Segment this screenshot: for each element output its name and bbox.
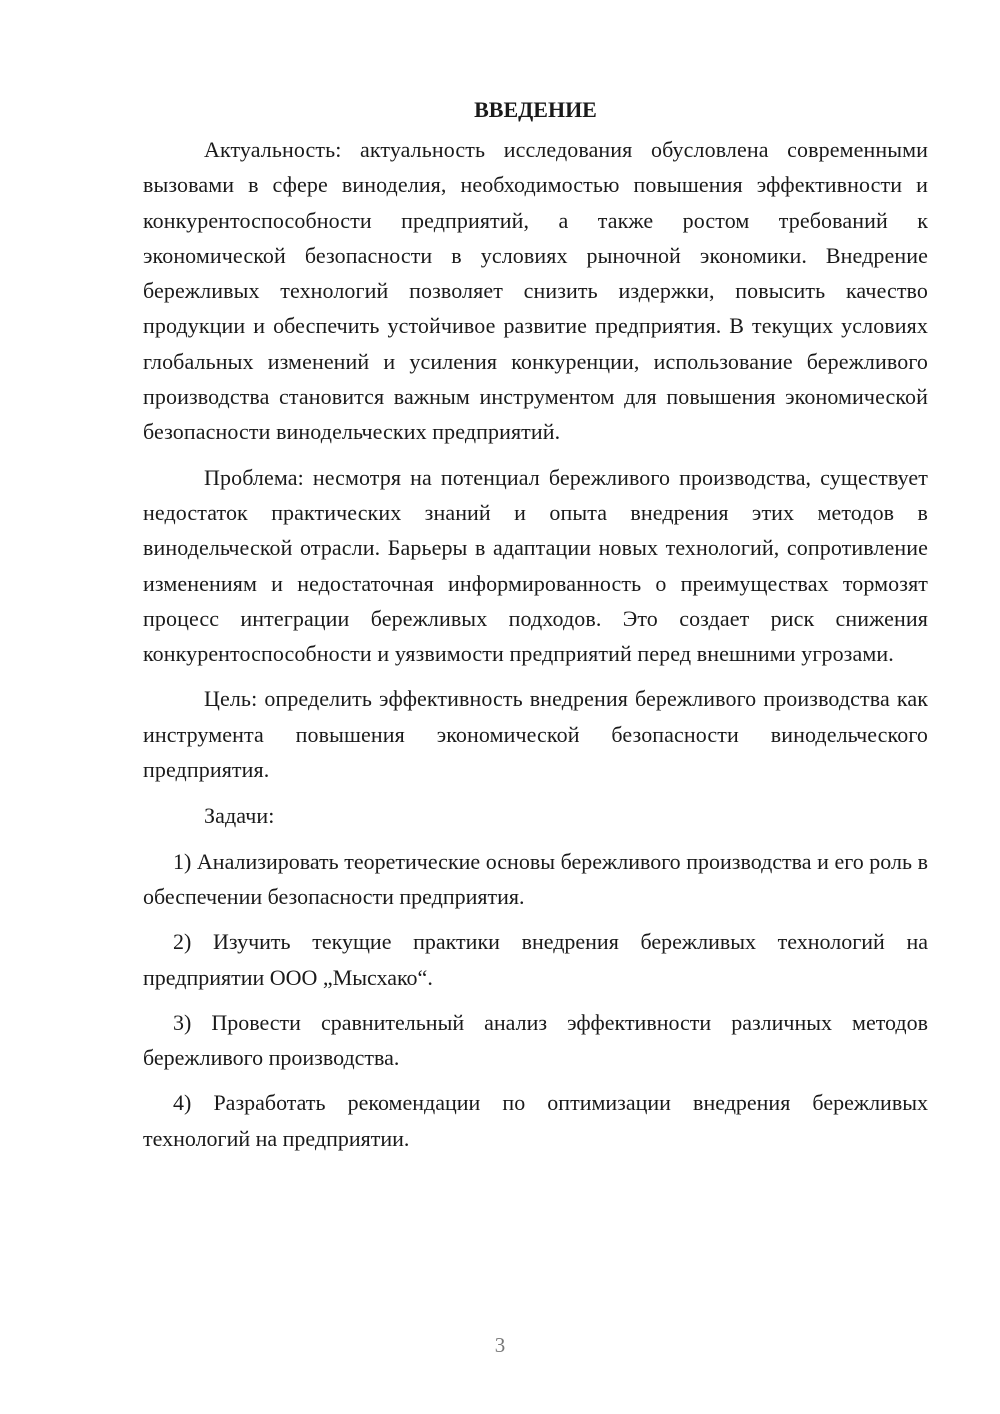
- task-item-4: 4) Разработать рекомендации по оптимизации внедрения бережливых технологий на предприятии.: [143, 1090, 928, 1151]
- page-title: ВВЕДЕНИЕ: [474, 97, 597, 122]
- task-item-1: 1) Анализировать теоретические основы бережливого производства и его роль в обеспечении безопасности предприятия.: [143, 848, 928, 909]
- page-number: 3: [494, 1333, 506, 1357]
- task-list: [143, 844, 928, 1156]
- document-page: [143, 94, 928, 1156]
- task-item-3: 3) Провести сравнительный анализ эффективности различных методов бережливого производства.: [143, 1009, 928, 1071]
- problem-paragraph: Проблема: несмотря на потенциал бережливого производства, существует недостаток практических знаний и опыта внедрения этих методов в винодельческой отрасли. Барьеры в адаптации новых технологий, сопротивление изменениям и недостаточная информированность о преимуществах тормозят процесс интеграции бережливых подходов. Это создает риск снижения конкурентоспособности и уязвимости предприятий перед внешними угрозами.: [143, 464, 928, 667]
- relevance-paragraph: Актуальность: актуальность исследования обусловлена современными вызовами в сфере виноделия, необходимостью повышения эффективности и конкурентоспособности предприятий, а также ростом требований к экономической безопасности в условиях рыночной экономики. Внедрение бережливых технологий позволяет снизить издержки, повысить качество продукции и обеспечить устойчивое развитие предприятия. В текущих условиях глобальных изменений и усиления конкуренции, использование бережливого производства становится важным инструментом для повышения экономической безопасности винодельческих предприятий.: [143, 137, 928, 445]
- goal-paragraph: Цель: определить эффективность внедрения бережливого производства как инструмента повышения экономической безопасности винодельческого предприятия.: [143, 686, 928, 783]
- task-item-2: 2) Изучить текущие практики внедрения бережливых технологий на предприятии ООО „Мысхако“.: [143, 929, 928, 990]
- tasks-label: Задачи:: [204, 803, 275, 829]
